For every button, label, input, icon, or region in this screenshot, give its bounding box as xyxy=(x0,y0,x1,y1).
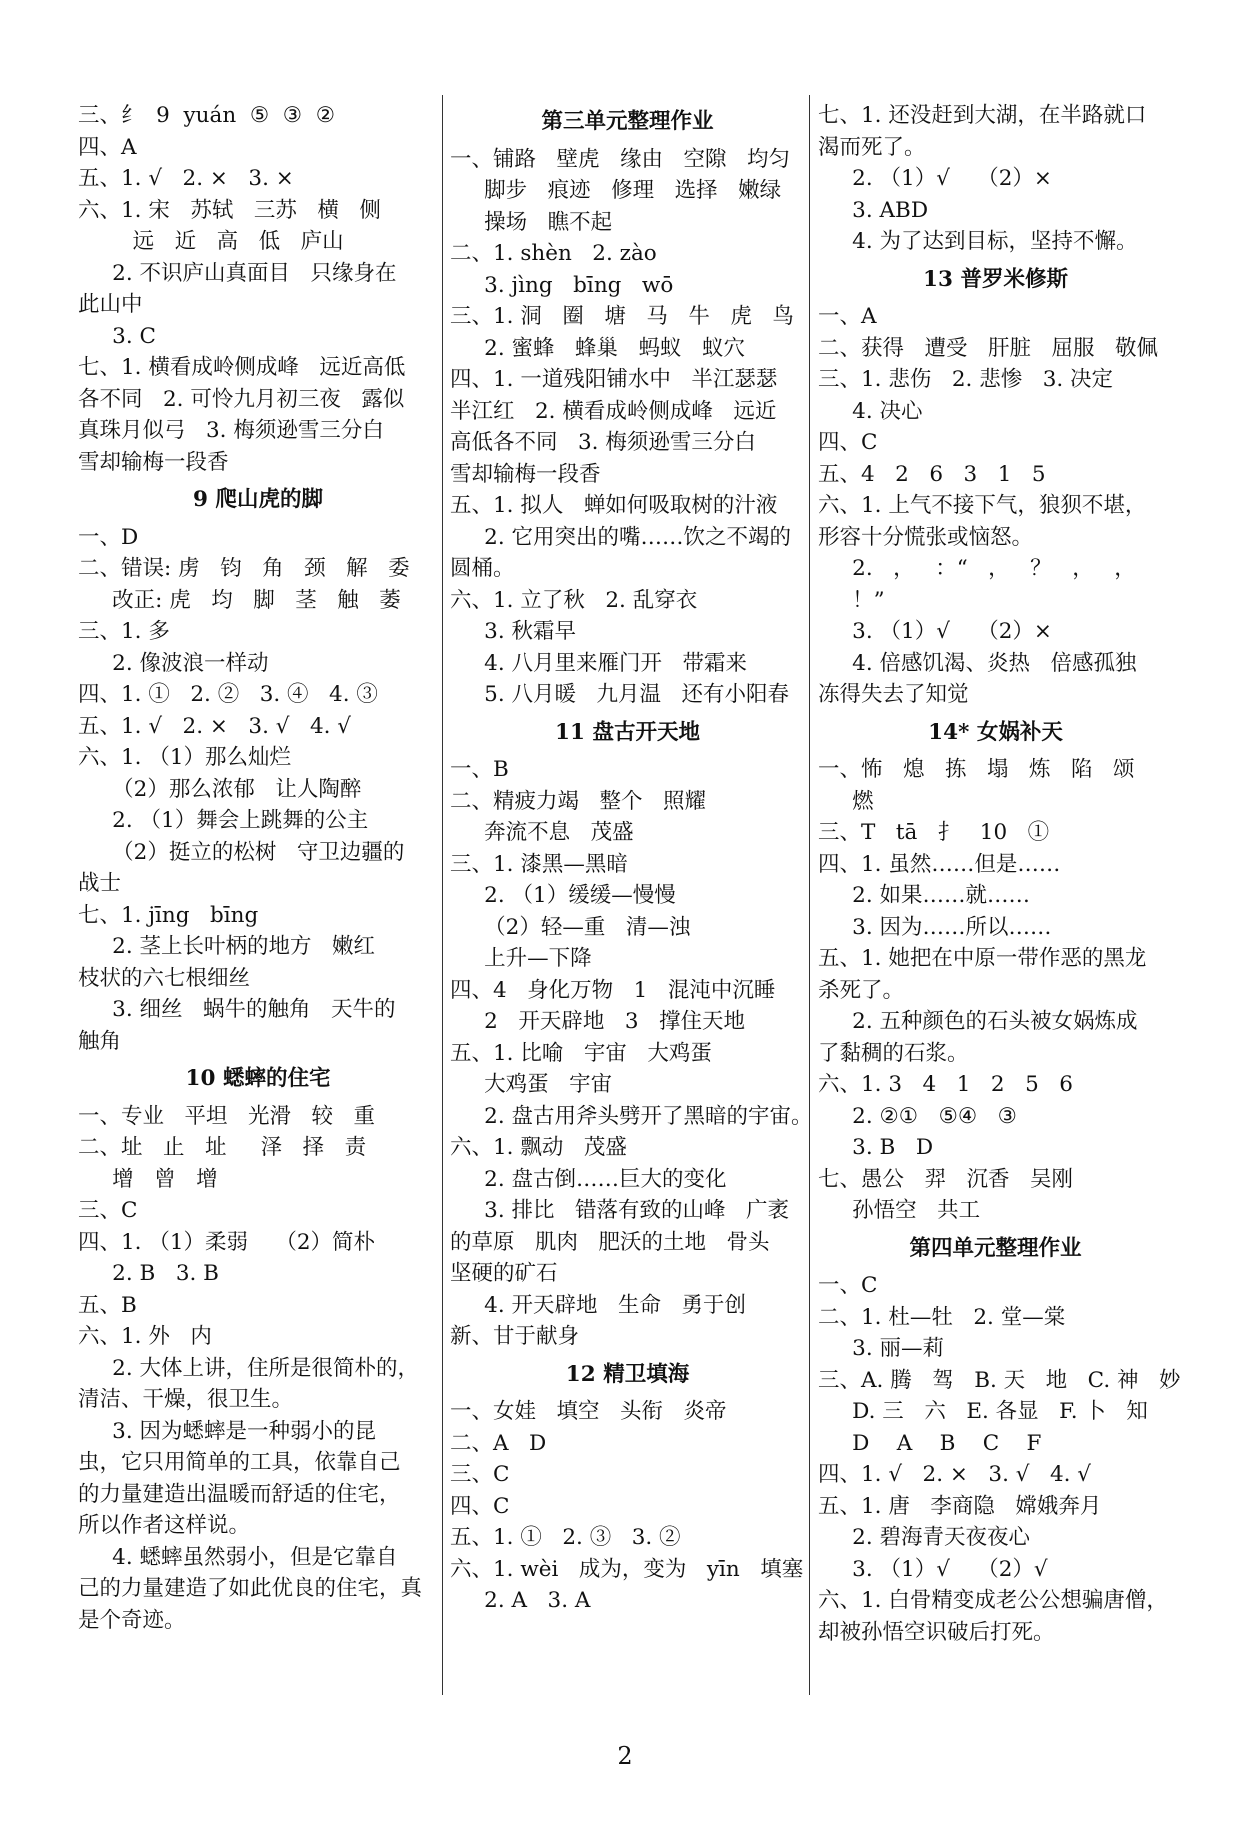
answer-line: 此山中 xyxy=(78,292,143,317)
section-heading: 9 爬山虎的脚 xyxy=(193,487,323,512)
answer-line: 渴而死了。 xyxy=(818,134,926,160)
answer-line: 清洁、干燥，很卫生。 xyxy=(78,1387,294,1412)
answer-line: 3. 因为蟋蟀是一种弱小的昆 xyxy=(78,1418,377,1444)
answer-line: 一、D xyxy=(78,524,139,550)
answer-line: 三、1. 多 xyxy=(78,619,170,644)
answer-line: 半江红 2. 横看成岭侧成峰 远近 xyxy=(450,398,777,424)
answer-line: 3. jìng bīng wō xyxy=(450,272,674,298)
answer-line: 新、甘于献身 xyxy=(450,1324,580,1349)
answer-line: 六、1. 宋 苏轼 三苏 横 侧 xyxy=(78,197,381,223)
answer-line: 四、C xyxy=(818,430,878,455)
answer-line: 操场 瞧不起 xyxy=(450,209,613,235)
answer-line: 2. A 3. A xyxy=(450,1588,591,1613)
answer-line: 高低各不同 3. 梅须逊雪三分白 xyxy=(450,430,756,455)
answer-line: 五、B xyxy=(78,1292,137,1318)
answer-line: 2. B 3. B xyxy=(78,1261,219,1286)
answer-line: 脚步 痕迹 修理 选择 嫩绿 xyxy=(450,178,782,203)
answer-line: 改正: 虎 均 脚 茎 触 萎 xyxy=(78,587,401,613)
answer-line: 2. 蜜蜂 蜂巢 蚂蚁 蚁穴 xyxy=(450,335,746,361)
answer-line: 四、A xyxy=(78,134,137,160)
answer-line: 三、A. 腾 驾 B. 天 地 C. 神 妙 xyxy=(818,1367,1181,1393)
answer-column-middle xyxy=(450,100,813,1710)
answer-line: 雪却输梅一段香 xyxy=(450,461,601,487)
answer-line: 2. 盘古用斧头劈开了黑暗的宇宙。 xyxy=(450,1103,813,1129)
answer-line: 2. 像波浪一样动 xyxy=(78,650,269,676)
answer-line: 2. 如果……就…… xyxy=(818,883,1031,908)
answer-line: 二、A D xyxy=(450,1430,547,1456)
answer-line: 二、1. 杜—牡 2. 堂—棠 xyxy=(818,1304,1066,1330)
answer-line: 了黏稠的石浆。 xyxy=(818,1040,969,1066)
answer-line: 二、获得 遭受 肝脏 屈服 敬佩 xyxy=(818,335,1159,361)
answer-line: 2 开天辟地 3 撑住天地 xyxy=(450,1009,746,1034)
column-divider xyxy=(442,95,443,1695)
answer-line: 2. 五种颜色的石头被女娲炼成 xyxy=(818,1009,1138,1034)
answer-line: 一、A xyxy=(818,304,877,329)
answer-line: 4. 决心 xyxy=(818,398,923,424)
answer-line: 六、1. 外 内 xyxy=(78,1324,212,1349)
answer-line: 六、1. （1）那么灿烂 xyxy=(78,745,292,770)
answer-line: 战士 xyxy=(78,871,122,896)
answer-line: 4. 蟋蟀虽然弱小，但是它靠自 xyxy=(78,1544,398,1570)
answer-line: 2. 大体上讲，住所是很简朴的， xyxy=(78,1355,420,1381)
answer-line: D A B C F xyxy=(818,1430,1042,1456)
answer-line: 远 近 高 低 庐山 xyxy=(78,229,344,254)
answer-line: 己的力量建造了如此优良的住宅，真 xyxy=(78,1576,423,1601)
answer-line: 杀死了。 xyxy=(818,977,905,1003)
answer-line: （2）那么浓郁 让人陶醉 xyxy=(78,776,362,802)
answer-line: 2. （1）缓缓—慢慢 xyxy=(450,883,676,908)
column-divider xyxy=(809,95,810,1695)
answer-column-right xyxy=(818,100,1181,1710)
answer-line: 的力量建造出温暖而舒适的住宅， xyxy=(78,1481,401,1507)
answer-line: 上升—下降 xyxy=(450,946,592,971)
answer-line: 4. 倍感饥渴、炎热 倍感孤独 xyxy=(818,650,1137,676)
answer-line: 3. 丽—莉 xyxy=(818,1336,945,1361)
page-number: 2 xyxy=(617,1742,633,1770)
answer-column-left xyxy=(78,100,438,1710)
answer-line: 4. 开天辟地 生命 勇于创 xyxy=(450,1292,747,1318)
answer-line: 三、1. 悲伤 2. 悲惨 3. 决定 xyxy=(818,367,1114,392)
answer-line: 二、精疲力竭 整个 照耀 xyxy=(450,788,707,814)
answer-line: 四、1. 虽然……但是…… xyxy=(818,851,1061,877)
answer-line: 2. 它用突出的嘴……饮之不竭的 xyxy=(450,524,792,550)
answer-line: 3. （1）√ （2）√ xyxy=(818,1556,1048,1582)
answer-line: 孙悟空 共工 xyxy=(818,1198,981,1223)
answer-line: 3. B D xyxy=(818,1135,934,1160)
answer-line: 四、1. 一道残阳铺水中 半江瑟瑟 xyxy=(450,367,778,392)
section-heading: 11 盘古开天地 xyxy=(555,719,700,745)
answer-line: 5. 八月暖 九月温 还有小阳春 xyxy=(450,682,790,707)
answer-line: 三、C xyxy=(450,1462,510,1487)
answer-line: 一、C xyxy=(818,1273,878,1298)
answer-line: 五、1. 她把在中原一带作恶的黑龙 xyxy=(818,946,1147,971)
answer-line: 三、1. 漆黑—黑暗 xyxy=(450,851,628,877)
answer-line: 冻得失去了知觉 xyxy=(818,682,969,707)
answer-line: 一、专业 平坦 光滑 较 重 xyxy=(78,1103,376,1129)
answer-line: 五、1. ① 2. ③ 3. ② xyxy=(450,1525,681,1550)
answer-line: 2. 不识庐山真面目 只缘身在 xyxy=(78,260,397,286)
answer-line: 触角 xyxy=(78,1028,122,1054)
answer-line: 四、1. √ 2. × 3. √ 4. √ xyxy=(818,1462,1092,1487)
answer-line: 六、1. 飘动 茂盛 xyxy=(450,1135,627,1160)
answer-line: 3. （1）√ （2）× xyxy=(818,619,1052,644)
answer-line: 二、错误: 虏 钧 角 颈 解 委 xyxy=(78,556,410,581)
answer-line: 大鸡蛋 宇宙 xyxy=(450,1072,613,1097)
answer-line: 三、T tā 扌 10 ① xyxy=(818,820,1050,845)
answer-line: 2. 盘古倒……巨大的变化 xyxy=(450,1166,727,1192)
answer-line: 3. 因为……所以…… xyxy=(818,914,1052,940)
section-heading: 13 普罗米修斯 xyxy=(923,266,1068,292)
answer-line: 三、1. 洞 圈 塘 马 牛 虎 鸟 xyxy=(450,304,794,329)
answer-line: D. 三 六 E. 各显 F. 卜 知 xyxy=(818,1399,1148,1424)
answer-line: 3. ABD xyxy=(818,197,929,223)
section-heading: 第四单元整理作业 xyxy=(909,1235,1082,1261)
answer-line: 坚硬的矿石 xyxy=(450,1261,558,1286)
answer-line: 所以作者这样说。 xyxy=(78,1513,251,1538)
answer-line: 六、1. 立了秋 2. 乱穿衣 xyxy=(450,587,698,613)
answer-line: 三、纟 9 yuán ⑤ ③ ② xyxy=(78,103,336,128)
answer-line: 各不同 2. 可怜九月初三夜 露似 xyxy=(78,386,405,412)
answer-line: 雪却输梅一段香 xyxy=(78,449,229,475)
answer-line: 七、1. 还没赶到大湖，在半路就口 xyxy=(818,103,1147,128)
answer-line: 五、1. 唐 李商隐 嫦娥奔月 xyxy=(818,1493,1102,1519)
answer-line: 二、址 止 址 泽 择 责 xyxy=(78,1135,367,1160)
answer-line: 2. ②① ⑤④ ③ xyxy=(818,1103,1017,1129)
answer-line: 七、1. jīng bīng xyxy=(78,902,259,928)
answer-line: 七、愚公 羿 沉香 吴刚 xyxy=(818,1166,1074,1192)
answer-line: 2. ， ：“ ， ？ ， ， xyxy=(818,556,1136,581)
answer-line: 四、1. （1）柔弱 （2）简朴 xyxy=(78,1229,376,1255)
answer-line: 六、1. 上气不接下气，狼狈不堪， xyxy=(818,493,1147,518)
answer-line: 六、1. 3 4 1 2 5 6 xyxy=(818,1072,1073,1097)
answer-line: 却被孙悟空识破后打死。 xyxy=(818,1619,1055,1645)
answer-line: 四、C xyxy=(450,1493,510,1519)
answer-line: 3. 排比 错落有致的山峰 广袤 xyxy=(450,1198,790,1223)
answer-line: 一、怖 熄 拣 塌 炼 陷 颂 xyxy=(818,757,1135,782)
section-heading: 14* 女娲补天 xyxy=(928,719,1063,745)
answer-line: 枝状的六七根细丝 xyxy=(78,965,251,991)
answer-line: 一、铺路 壁虎 缘由 空隙 均匀 xyxy=(450,146,791,172)
answer-line: 的草原 肌肉 肥沃的土地 骨头 xyxy=(450,1229,770,1255)
section-heading: 12 精卫填海 xyxy=(565,1361,690,1387)
answer-line: 虫，它只用简单的工具，依靠自己 xyxy=(78,1450,401,1475)
section-heading: 10 蟋蟀的住宅 xyxy=(185,1066,331,1091)
answer-line: 4. 八月里来雁门开 带霜来 xyxy=(450,650,748,676)
answer-line: 4. 为了达到目标，坚持不懈。 xyxy=(818,229,1138,254)
answer-line: 一、女娃 填空 头衔 炎帝 xyxy=(450,1399,727,1424)
answer-line: 五、1. √ 2. × 3. × xyxy=(78,166,294,191)
answer-line: 增 曾 增 xyxy=(78,1166,218,1192)
answer-line: 真珠月似弓 3. 梅须逊雪三分白 xyxy=(78,418,384,443)
answer-line: 六、1. wèi 成为，变为 yīn 填塞 xyxy=(450,1556,804,1582)
answer-line: 圆桶。 xyxy=(450,556,515,581)
answer-line: 形容十分慌张或恼怒。 xyxy=(818,524,1034,550)
answer-line: 二、1. shèn 2. zào xyxy=(450,241,657,266)
answer-line: （2）挺立的松树 守卫边疆的 xyxy=(78,839,405,865)
answer-line: 一、B xyxy=(450,757,509,782)
answer-line: 3. C xyxy=(78,323,156,349)
answer-line: 3. 秋霜早 xyxy=(450,619,577,644)
section-heading: 第三单元整理作业 xyxy=(541,109,714,134)
answer-line: 五、4 2 6 3 1 5 xyxy=(818,461,1046,487)
answer-line: 2. 茎上长叶柄的地方 嫩红 xyxy=(78,934,376,959)
answer-line: 2. （1）√ （2）× xyxy=(818,166,1052,191)
answer-line: 七、1. 横看成岭侧成峰 远近高低 xyxy=(78,355,406,380)
answer-line: 六、1. 白骨精变成老公公想骗唐僧， xyxy=(818,1588,1168,1613)
answer-line: 四、1. ① 2. ② 3. ④ 4. ③ xyxy=(78,682,378,707)
answer-line: 五、1. 比喻 宇宙 大鸡蛋 xyxy=(450,1040,712,1066)
answer-line: 四、4 身化万物 1 混沌中沉睡 xyxy=(450,977,776,1003)
answer-line: 五、1. 拟人 蝉如何吸取树的汁液 xyxy=(450,493,778,518)
answer-line: 奔流不息 茂盛 xyxy=(450,820,634,845)
answer-line: ！” xyxy=(818,587,885,613)
answer-line: 3. 细丝 蜗牛的触角 天牛的 xyxy=(78,997,396,1022)
answer-line: （2）轻—重 清—浊 xyxy=(450,914,691,940)
answer-line: 2. （1）舞会上跳舞的公主 xyxy=(78,808,369,833)
answer-line: 五、1. √ 2. × 3. √ 4. √ xyxy=(78,713,352,739)
answer-line: 三、C xyxy=(78,1198,138,1223)
answer-line: 2. 碧海青天夜夜心 xyxy=(818,1525,1031,1550)
answer-line: 燃 xyxy=(818,788,874,814)
answer-line: 是个奇迹。 xyxy=(78,1607,186,1633)
